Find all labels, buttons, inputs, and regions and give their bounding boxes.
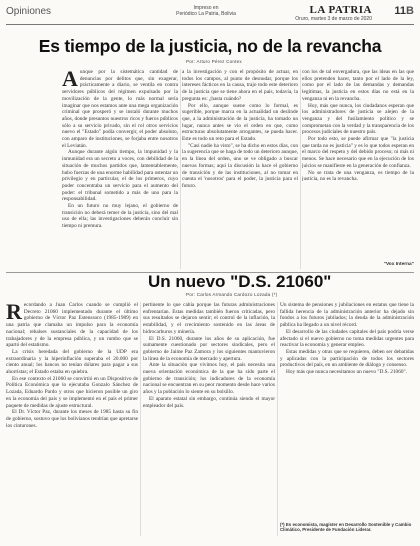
article-2-col2-p4: El aparato estatal sin embargo, continúa siendo el mayor empleador del país. — [143, 395, 275, 409]
masthead — [295, 4, 372, 22]
article-2-paragraph — [6, 302, 138, 349]
column-divider — [300, 69, 301, 269]
column-divider — [140, 302, 141, 536]
article-1-col3-p2: Hoy, más que nunca, los ciudadanos esperan que los administradores de justicia se alejen de la venganza y del fusilamiento político y se comprometan con la verdad y la transparencia de los procesos judiciales de nuestro país. — [302, 102, 414, 136]
article-2-col1-p4: El Dr. Víctor Paz, durante los meses de 1985 hasta su fin de gobierno, sostuvo que los bolivianos tendrían que apretarse los cinturones. — [6, 409, 138, 429]
article-1-paragraph — [62, 69, 178, 149]
newspaper-name: LA PATRIA — [309, 4, 372, 16]
article-2-col1-p2: La crisis heredada del gobierno de la UDP era extraordinaria y la hiperinflación superaba el 20.000 por ciento anual; los bancos no tenían dólares para pagar a sus ahorristas; el Estado estaba en quiebra. — [6, 348, 138, 376]
article-2-col1-p3: En ese contexto el 21060 se convirtió en un Dispositivo de Política Económica que lo ejecutaba Gonzalo Sánchez de Lozada, Eduardo Pardo y otros que hicieron posible un giro en la economía del país y se implementó en el país el primer paquete de medidas de ajuste estructural. — [6, 375, 138, 409]
column-divider — [277, 302, 278, 536]
article-1-col1-p1: unque por la sistemática cantidad de denuncias por delitos que, sin exagerar, prácticamente a diario, se ventila en contra servidores públicos del régimen expulsado por la movilización de la gente, lo más normal sería imaginar que nos estamos ante una mega organización criminal que prosperó y se instaló durante muchos años, donde presuntos nuestros ricos y fueros públicos sólo a su servicio privado, sin el rol otros servicios nuevo el "Estado" podía convergir, el poder absoluto, con amparo de instituciones, se forjaba entre nosotros el Leviatán. — [62, 69, 178, 149]
article-2-column-2 — [143, 302, 275, 536]
article-2-col3-p4: Hoy más que nunca necesitamos un nuevo "D.S. 21060". — [286, 369, 407, 376]
article-1-signature: "Vox Interna" — [383, 262, 414, 267]
dateline: Oruro, martes 3 de marzo de 2020 — [295, 16, 372, 22]
dropcap: A — [62, 69, 78, 91]
article-2-col2-p3: Ante la situación que vivimos hoy, el país necesita una nueva orientación económica de la que ha sido parte el gobierno de transición; los indicadores de la economía nacional se encuentran en su peor momento desde hace varios años y la población lo siente en su bolsillo. — [143, 362, 275, 396]
page-section-letter: B — [406, 5, 414, 17]
article-1-column-1 — [62, 69, 178, 271]
article-2-col2-p1: pertinente lo que cabía porque las futuras administraciones enfrentarían. Estas medidas también fueron criticadas, pero sus resultados se dejaron sentir; el control de la inflación, la estabilidad, y el crecimiento sostenido en las áreas de hidrocarburos y minería. — [143, 302, 275, 335]
article-1-col1-p3: En un futuro no muy lejano, el gobierno de transición no deberá temer de la justicia, sino del mal uso de ella; las investigaciones deberán concluir sin tiempo ni premura. — [62, 203, 178, 230]
article-1-col2-p3: "Casi nadie ha visto", se ha dicho en estos días, con la sugerencia que se haga de todo un deterioro aunque, en la línea del orden, uno se ve obligado a buscar nuevas formas; aquí la discusión la hace el gobierno de transición y de las instituciones, al no tomar en cuenta el 'nosotros' para el poder, la justicia para el futuro. — [182, 142, 298, 189]
article-1-col2-p2: Por ello, aunque suene como lo formal, es sugerible, porque marca en la actualidad un deslinde que, a la administración de la justicia, ha tomado un lugar, nunca antes se vio el orden en que, como estructuras absolutamente arrogantes, se pueda hacer. Este es todo un reto para el Estado. — [182, 102, 298, 143]
article-1-title: Es tiempo de la justicia, no de la revancha — [38, 36, 382, 56]
article-1-byline: Por: Arturo Pérez Contex — [186, 59, 242, 64]
article-2-col1-p1: ecordando a Juan Carlos cuando se cumplió el Decreto 21060 implementado durante el último gobierno de Víctor Paz Estenssoro (1985-1989) en una patria que clamaba un impulso para la economía nacional; rebalses sustanciales de la capacidad de los trabajadores y de la empresa pública, y un rumbo que se apartó del estatismo. — [6, 302, 138, 349]
page-number-value: 11 — [394, 5, 407, 17]
column-divider — [180, 69, 181, 269]
article-1-column-3 — [302, 69, 414, 271]
article-2-col3-p3: Estas medidas y otras que se requieren, deben ser debatidas y aplicadas con la participación de todos los sectores productivos del país, en un ambiente de diálogo y consenso. — [280, 348, 414, 369]
article-1-col3-p4: No se trata de una venganza, es tiempo de la justicia, no es la revancha. — [302, 169, 414, 183]
article-2-title: Un nuevo "D.S. 21060" — [148, 272, 332, 291]
imprint-line-1: Impreso en — [193, 5, 219, 11]
header-rule — [6, 24, 414, 25]
article-2-column-1 — [6, 302, 138, 536]
dropcap: R — [6, 302, 22, 324]
article-2-col3-p2: El desarrollo de las ciudades capitales del país podría verse afectado si el nuevo gobierno no toma medidas urgentes para reactivar la economía y generar empleo. — [280, 328, 414, 349]
article-1-col3-p3: Por todo esto, se puede afirmar que "la justicia que tarda no es justicia" y es lo que todos esperan en el marco del respeto y del debido proceso; ni más ni menos. Se hace necesario que en la ejecución de los juicios se manifieste en la generación de confianza. — [302, 136, 414, 169]
section-label: Opiniones — [6, 6, 52, 17]
article-2-byline: Por: Carlos Armando Cardozo Lozada (*) — [186, 292, 278, 297]
article-1-col2-p1: a la investigación y con el propósito de actuar, en todos los campos, al punto de desnudar, porque los intereses fácticos en la causa, trajo todo este deterioro de la justicia que se tiene ahora en el país, todavía, la pregunta es: ¿hasta cuándo? — [182, 69, 298, 102]
article-2-col2-p2: El D.S. 21060, durante los años de su aplicación, fue sumamente cuestionado por sectores sindicales, pero el gobierno de Jaime Paz Zamora y los siguientes mantuvieron la línea de la economía de mercado y apertura. — [143, 335, 275, 362]
article-1-col3-p1: con los de tal envergadura, que las ideas en las que ellos pretenden hacer, tanto por el lado de la ley, como por el lado de las demandas y demandas legítimas, la justicia en estos días no está en la venganza ni en la revancha. — [302, 69, 414, 102]
article-1-col1-p2: Aunque durante algún tiempo, la impunidad y la inmunidad era un secreto a voces, con debilidad de la situación de muchos partidos que, lamentablemente, hubo fuerzas de una enorme habilidad para ostentar un privilegio y en particular, el de los primeros, cuyo poder concentraba un servicio para el aumento del poder: el tribunal sometido a más de uno para la responsabilidad. — [62, 149, 178, 203]
article-2-col3-p1: Un sistema de pensiones y jubilaciones en estatus que tiene la fallida herencia de la administración anterior ha dejado sin fondos a los futuros jubilados; la deuda de la administración pública ha llegado a un nivel récord. — [280, 302, 414, 329]
imprint-note — [176, 5, 236, 17]
page-number — [394, 5, 414, 17]
author-note: (*) Es economista, magíster en Desarrollo Sostenible y Cambio Climático, Presidente de Fundación Liderar. — [280, 522, 412, 533]
imprint-line-2: Periódico La Patria, Bolivia — [176, 11, 236, 17]
page-header — [0, 0, 420, 30]
article-2-column-3 — [280, 302, 414, 518]
article-1-column-2 — [182, 69, 298, 271]
